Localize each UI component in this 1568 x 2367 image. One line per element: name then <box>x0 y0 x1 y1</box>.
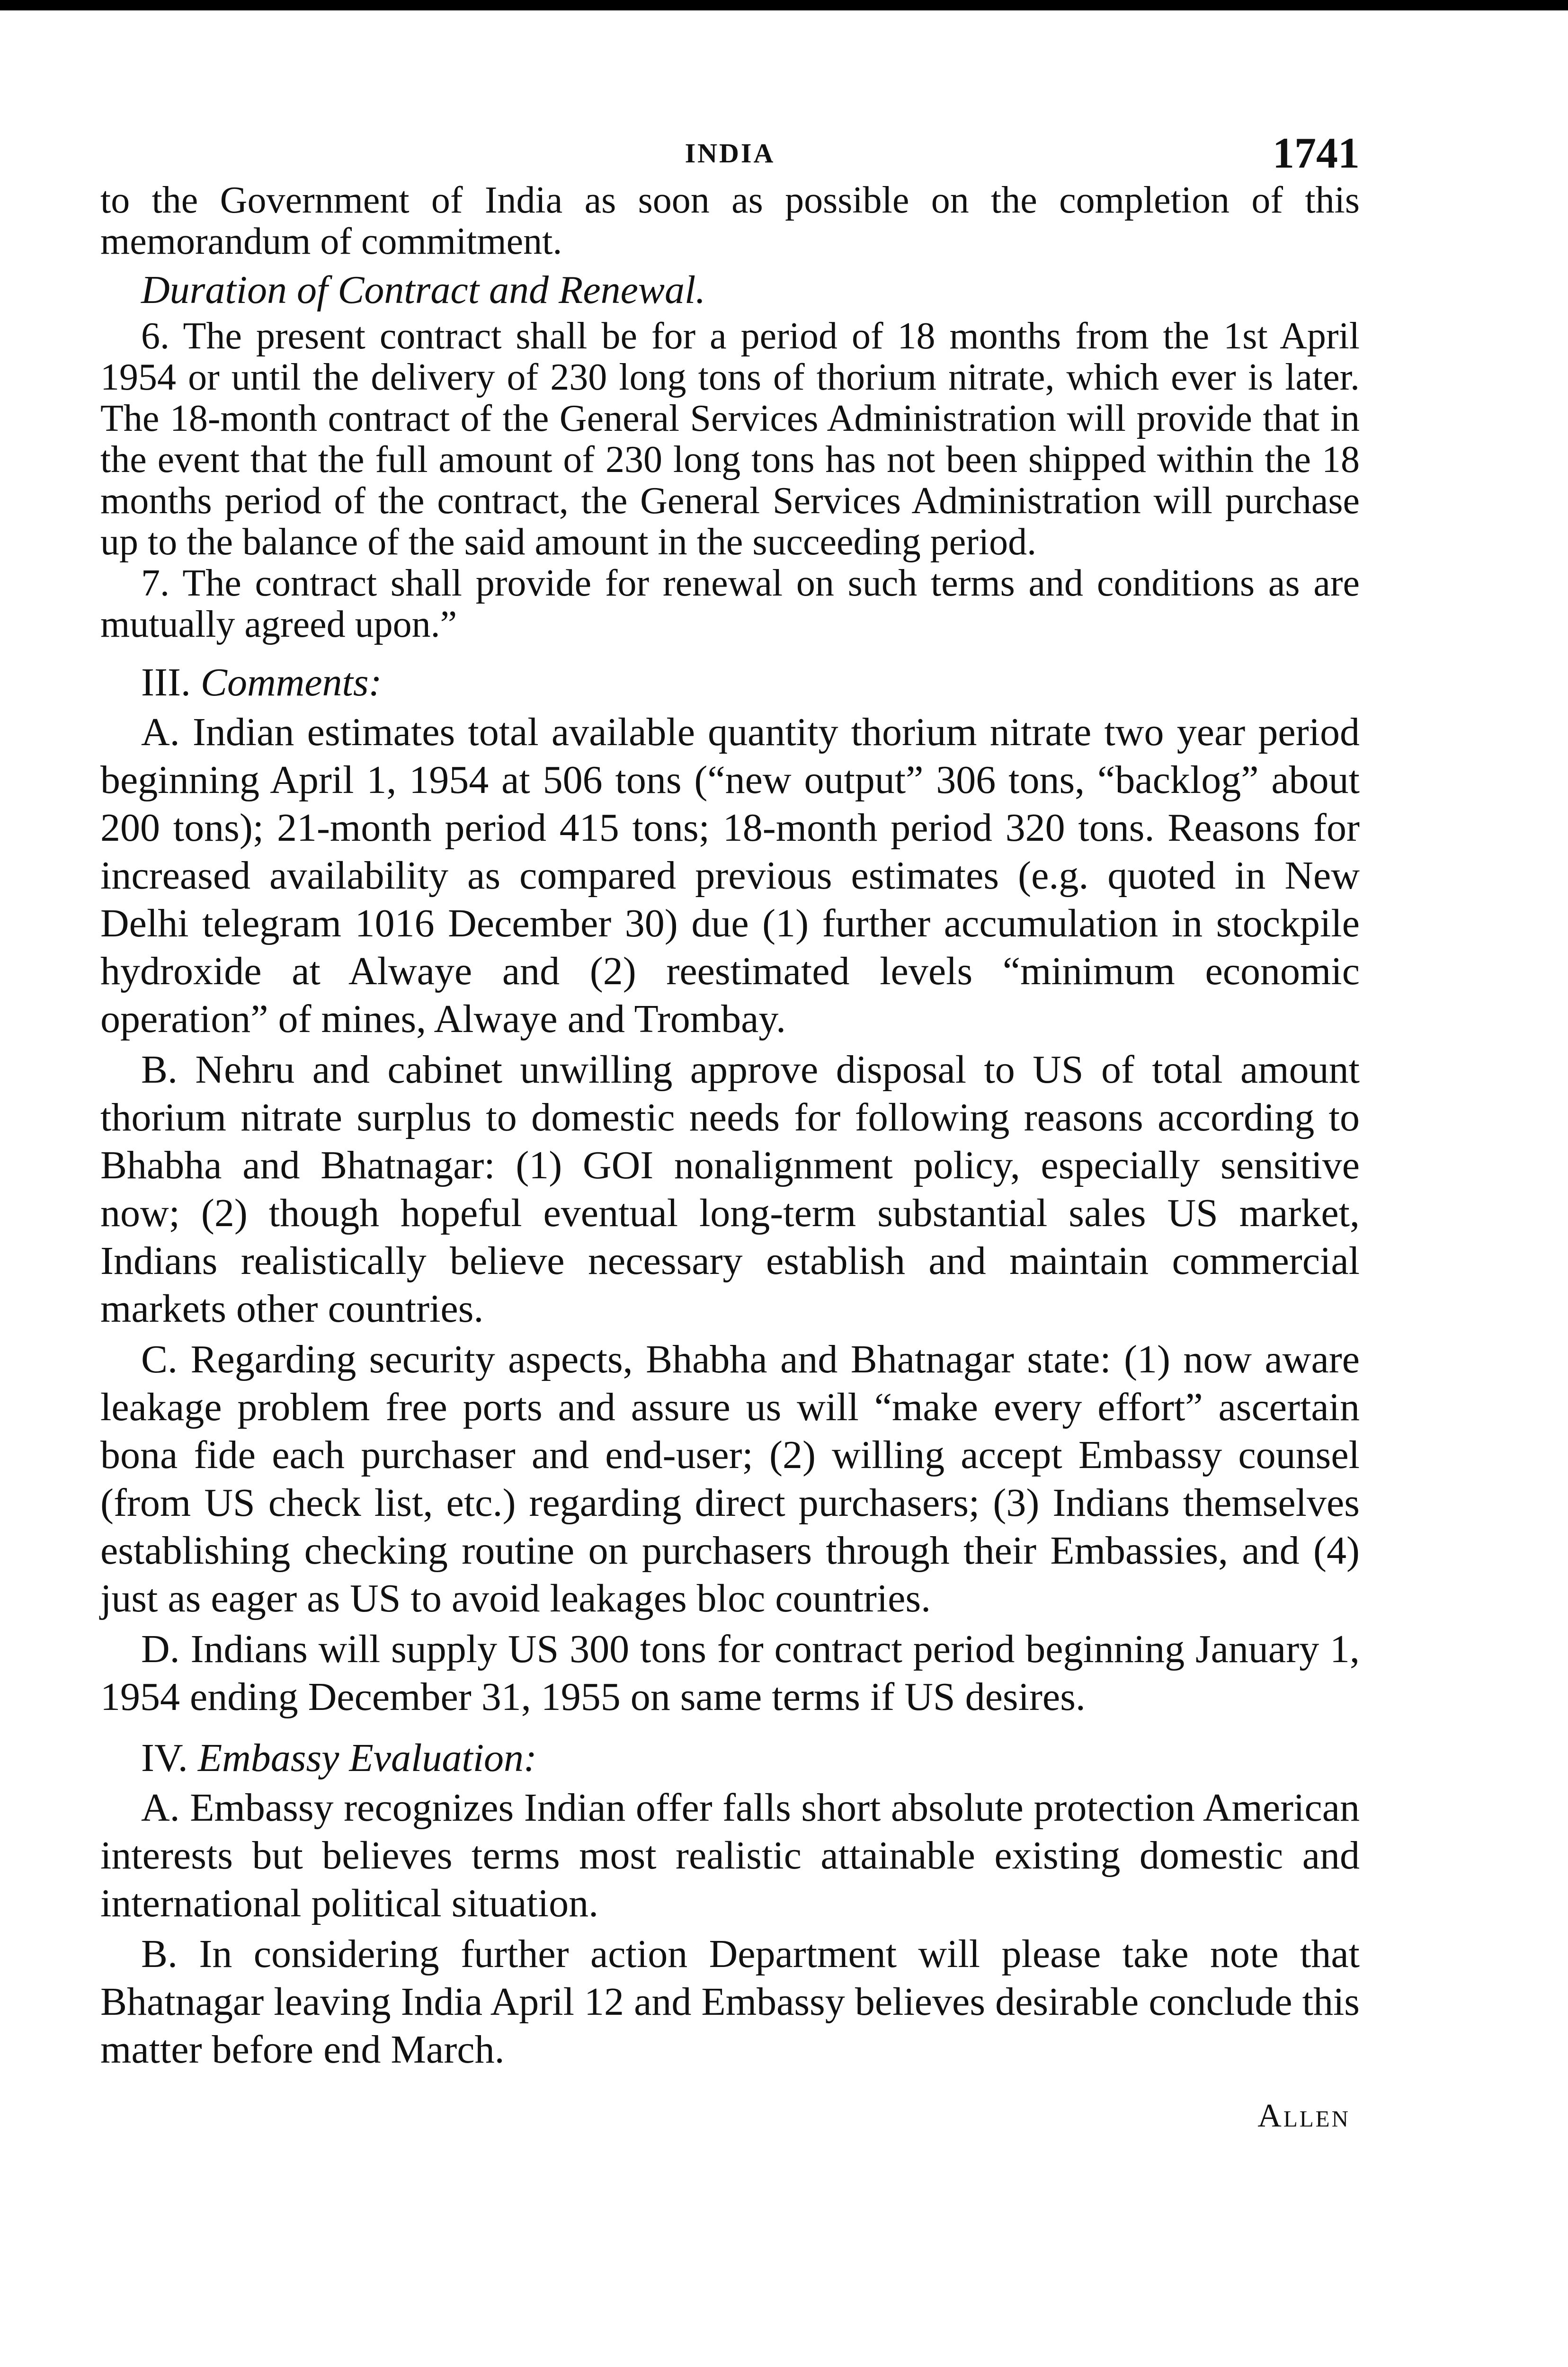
page-number: 1741 <box>1273 129 1360 177</box>
comment-b: B. Nehru and cabinet unwilling approve disposal to US of total amount thorium nitrate surplus to domestic needs for following reasons according to Bhabha and Bhatnagar: (1) GOI nonalignment policy, especially sensitive now; (2) though hopeful eventual long-term substantial sales US market, Indians realistically believe necessary establish and maintain commercial markets other countries. <box>100 1048 1360 1331</box>
duration-heading: Duration of Contract and Renewal. <box>141 268 706 312</box>
evaluation-heading-number: IV. <box>141 1736 188 1780</box>
running-head: INDIA <box>685 138 775 169</box>
signature: Allen <box>1257 2098 1350 2134</box>
page-header <box>100 123 1360 180</box>
comments-heading-number: III. <box>141 660 191 704</box>
comment-a: A. Indian estimates total available quantity thorium nitrate two year period beginning April 1, 1954 at 506 tons (“new output” 306 tons, “backlog” about 200 tons); 21-month period 415 tons; 18-month period 320 tons. Reasons for increased availability as compared previous estimates (e.g. quoted in New Delhi telegram 1016 December 30) due (1) further accumulation in stockpile hydroxide at Alwaye and (2) reestimated levels “minimum economic operation” of mines, Alwaye and Trombay. <box>100 710 1360 1041</box>
comment-d: D. Indians will supply US 300 tons for contract period beginning January 1, 1954 ending December 31, 1955 on same terms if US desires. <box>100 1627 1360 1719</box>
document-page <box>100 123 1360 2135</box>
evaluation-heading-title: Embassy Evaluation: <box>197 1736 537 1780</box>
contract-section <box>100 180 1360 645</box>
comments-section <box>100 658 1360 1721</box>
evaluation-heading <box>100 1734 1360 1782</box>
top-border-rule <box>0 0 1568 10</box>
comment-c: C. Regarding security aspects, Bhabha and Bhatnagar state: (1) now aware leakage problem free ports and assure us will “make every effort” ascertain bona fide each purchaser and end-user; (2) willing accept Embassy counsel (from US check list, etc.) regarding direct purchasers; (3) Indians themselves establishing checking routine on purchasers through their Embassies, and (4) just as eager as US to avoid leakages bloc countries. <box>100 1337 1360 1620</box>
paragraph-7: 7. The contract shall provide for renewal on such terms and conditions as are mutually agreed upon.” <box>100 562 1360 645</box>
opening-paragraph: to the Government of India as soon as possible on the completion of this memorandum of commitment. <box>100 179 1360 262</box>
paragraph-6: 6. The present contract shall be for a period of 18 months from the 1st April 1954 or until the delivery of 230 long tons of thorium nitrate, which ever is later. The 18-month contract of the General Services Administration will provide that in the event that the full amount of 230 long tons has not been shipped within the 18 months period of the contract, the General Services Administration will purchase up to the balance of the said amount in the succeeding period. <box>100 315 1360 563</box>
evaluation-a: A. Embassy recognizes Indian offer falls short absolute protection American interests but believes terms most realistic attainable existing domestic and international political situation. <box>100 1786 1360 1925</box>
comments-heading <box>100 658 1360 706</box>
comments-heading-title: Comments: <box>200 660 382 704</box>
evaluation-section <box>100 1734 1360 2073</box>
evaluation-b: B. In considering further action Department will please take note that Bhatnagar leaving India April 12 and Embassy believes desirable conclude this matter before end March. <box>100 1932 1360 2072</box>
